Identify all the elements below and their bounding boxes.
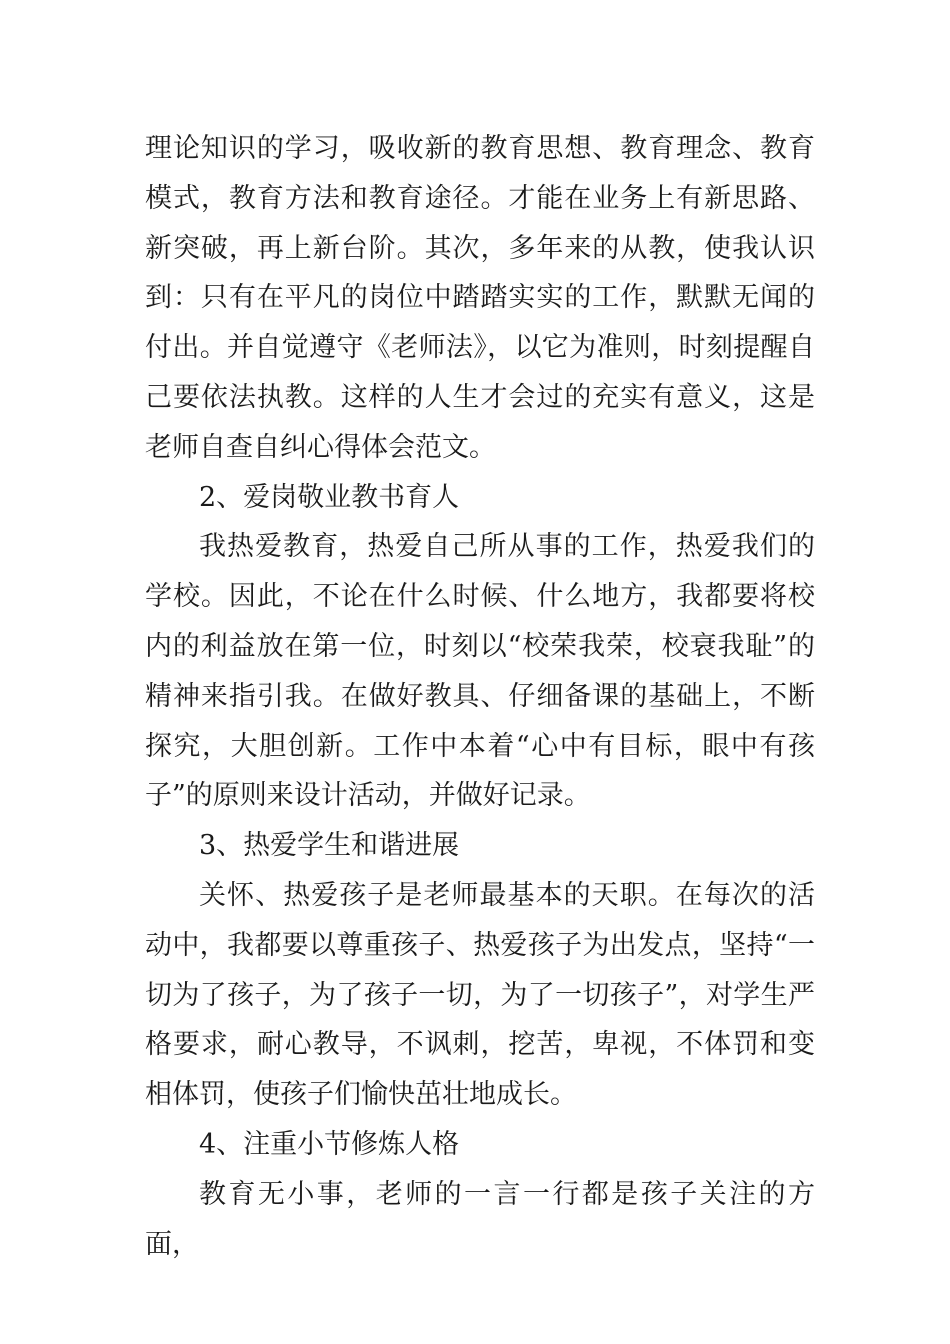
document-body: [145, 124, 815, 1269]
section-heading-4: 4、注重小节修炼人格: [199, 1128, 460, 1160]
paragraph-no-small-matters: 教育无小事，老师的一言一行都是孩子关注的方面，: [145, 1178, 815, 1260]
paragraph-love-education: 我热爱教育，热爱自己所从事的工作，热爱我们的学校。因此，不论在什么时候、什么地方，我都要将校内的利益放在第一位，时刻以“校荣我荣，校衰我耻”的精神来指引我。在做好教具、仔细备课的基础上，不断探究，大胆创新。工作中本着“心中有目标，眼中有孩子”的原则来设计活动，并做好记录。: [145, 531, 815, 812]
paragraph-love-students: 关怀、热爱孩子是老师最基本的天职。在每次的活动中，我都要以尊重孩子、热爱孩子为出发点，坚持“一切为了孩子，为了孩子一切，为了一切孩子”，对学生严格要求，耐心教导，不讽刺，挖苦，卑视，不体罚和变相体罚，使孩子们愉快茁壮地成长。: [145, 879, 815, 1111]
section-heading-3: 3、热爱学生和谐进展: [199, 830, 460, 862]
section-heading-2: 2、爱岗敬业教书育人: [199, 481, 460, 513]
paragraph-continuation: 理论知识的学习，吸收新的教育思想、教育理念、教育模式，教育方法和教育途径。才能在业务上有新思路、新突破，再上新台阶。其次，多年来的从教，使我认识到：只有在平凡的岗位中踏踏实实的工作，默默无闻的付出。并自觉遵守《老师法》，以它为准则，时刻提醒自己要依法执教。这样的人生才会过的充实有意义，这是老师自查自纠心得体会范文。: [145, 133, 815, 463]
